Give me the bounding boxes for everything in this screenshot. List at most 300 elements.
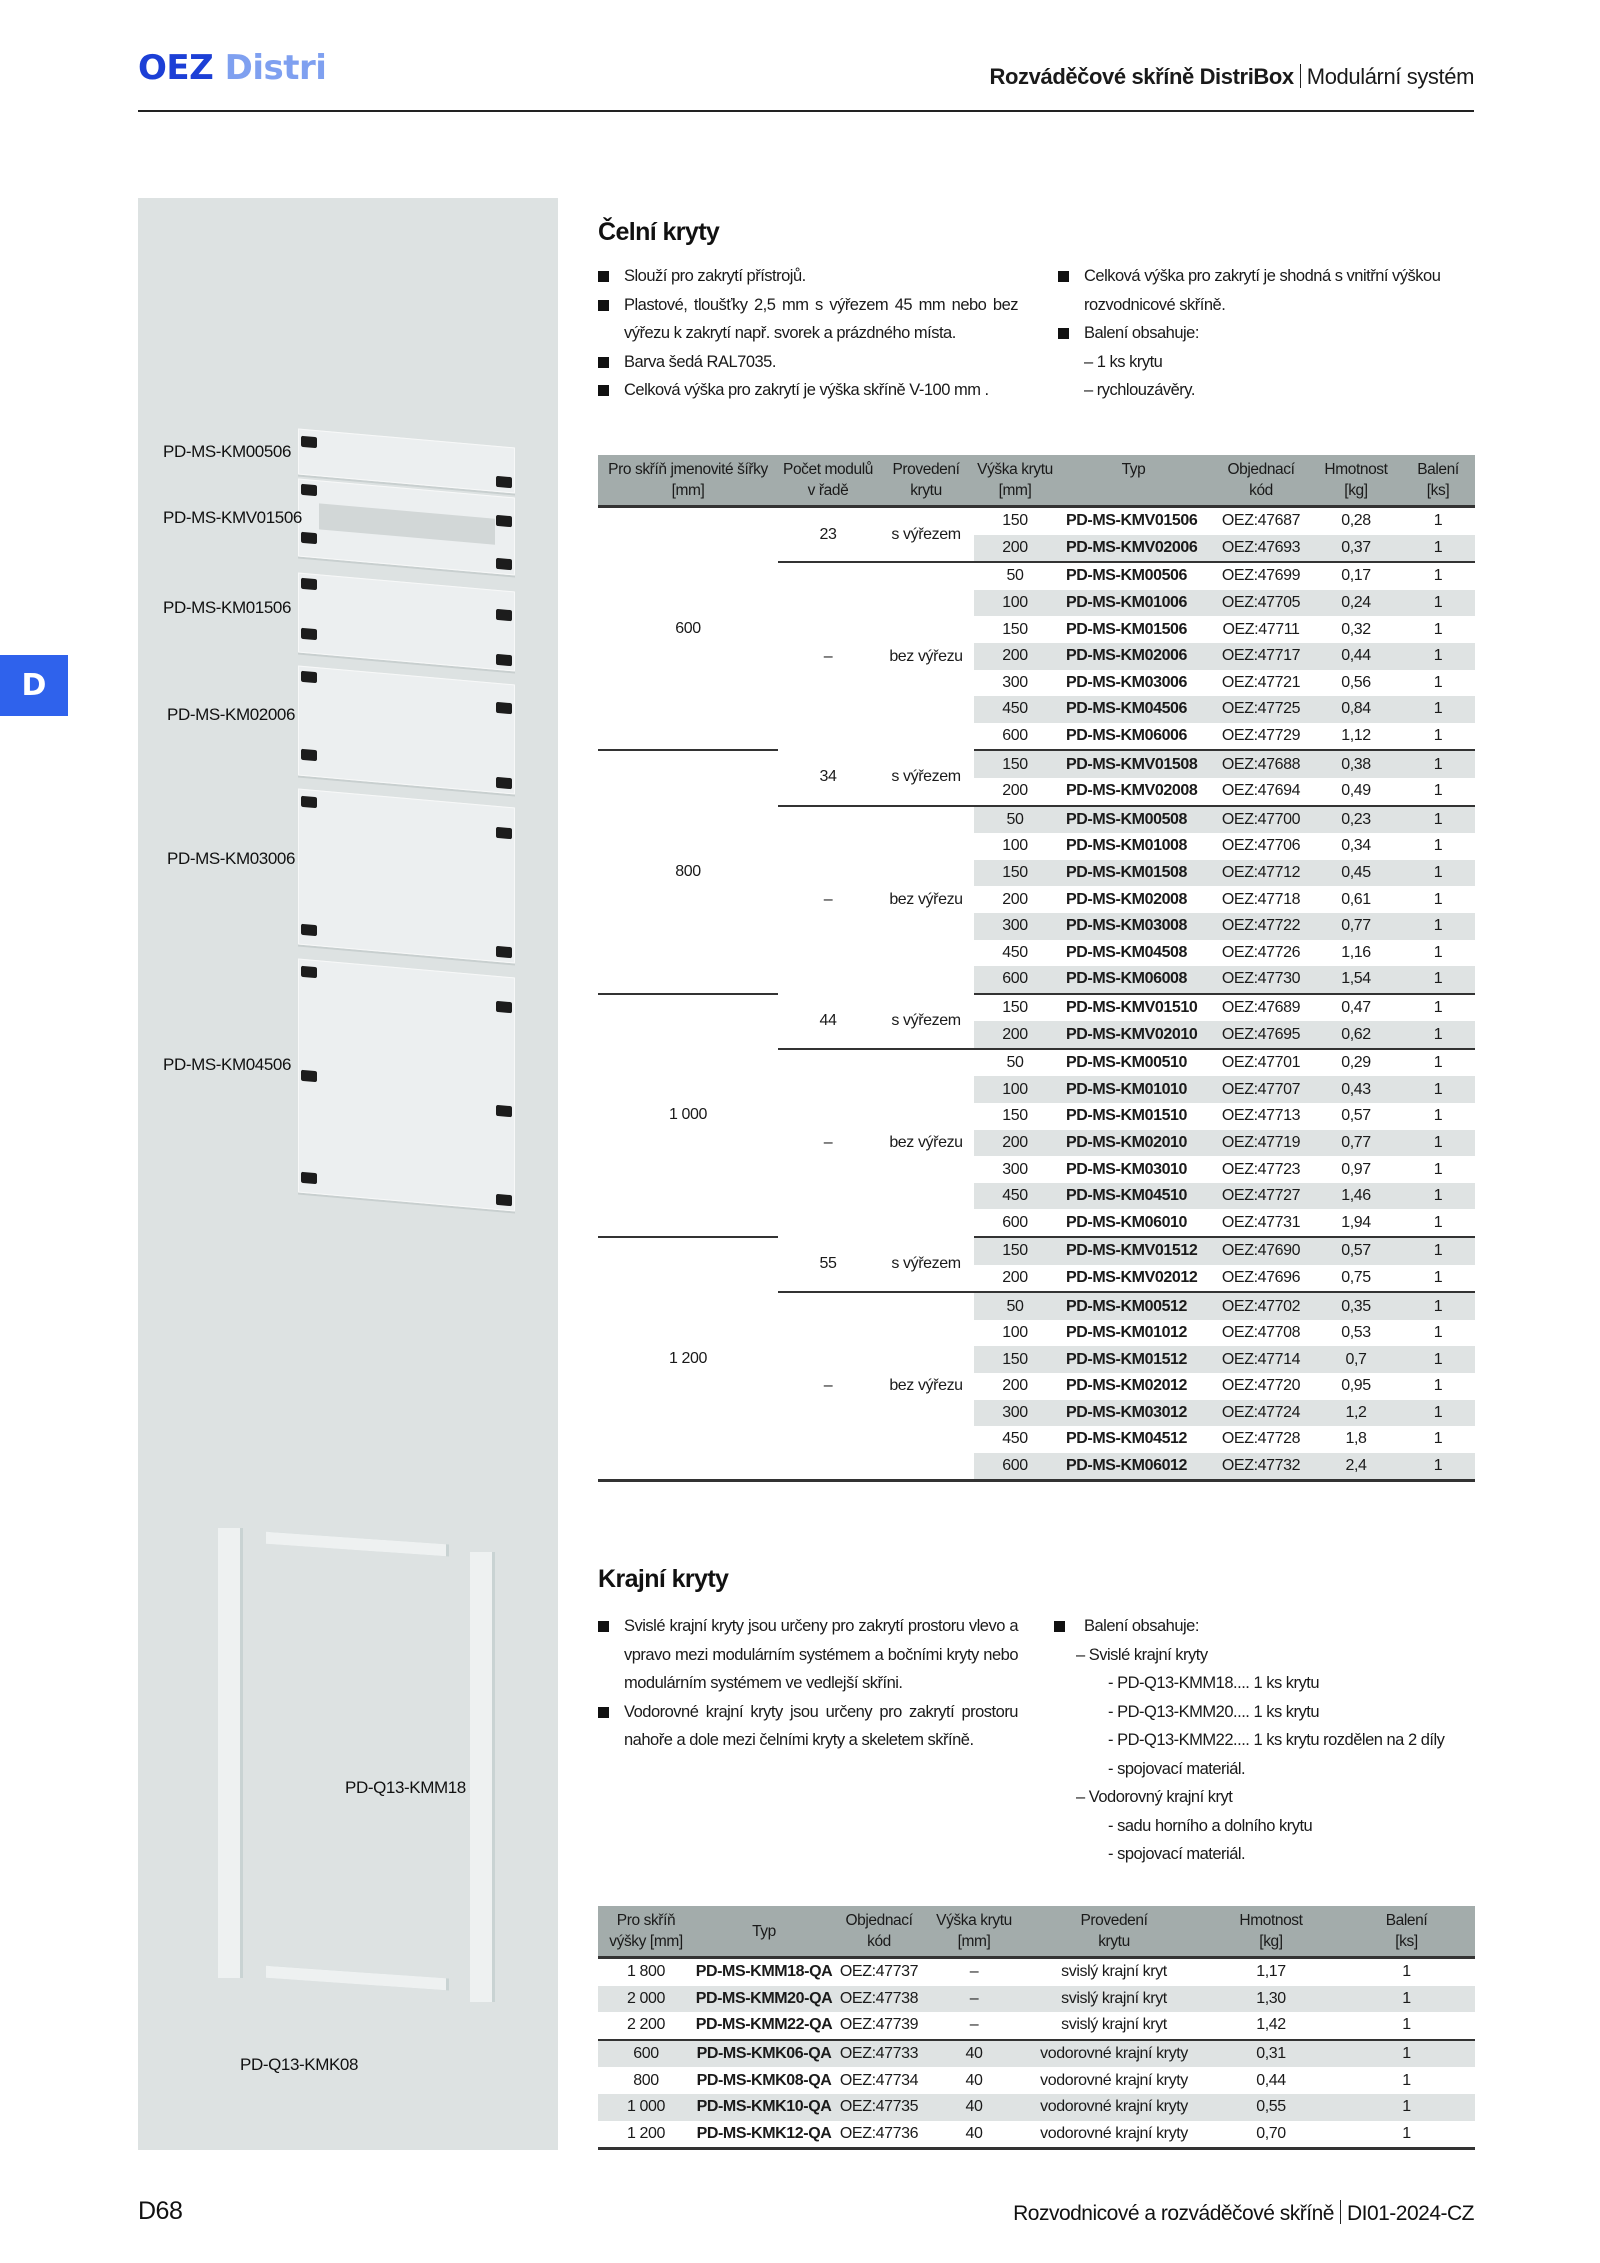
height-cell: 300: [1002, 1160, 1028, 1178]
order-code-cell: OEZ:47705: [1211, 590, 1311, 617]
order-code-cell: OEZ:47699: [1211, 562, 1311, 590]
latch-icon: [301, 671, 317, 683]
latch-icon: [301, 1070, 317, 1082]
column-header-unit: krytu: [1098, 1933, 1130, 1950]
module-count-cell: –: [778, 562, 878, 750]
height-cell: 450: [1002, 1430, 1028, 1448]
column-header-line: Provedení: [1080, 1912, 1148, 1929]
type-cell: PD-MS-KMV02010: [1056, 1021, 1211, 1049]
weight-cell: 2,4: [1311, 1453, 1401, 1481]
package-cell: 1: [1401, 860, 1475, 887]
cover-image-km01506: [298, 573, 515, 672]
weight-cell: 1,8: [1345, 1430, 1367, 1448]
type-cell: PD-MS-KM01510: [1066, 1107, 1188, 1125]
weight-cell: 0,53: [1341, 1324, 1371, 1342]
column-header-line: Hmotnost: [1239, 1912, 1303, 1929]
weight-cell: 0,61: [1341, 890, 1371, 908]
latch-icon: [301, 749, 317, 761]
type-cell: PD-MS-KM06010: [1066, 1213, 1188, 1231]
column-header-line: Provedení: [892, 461, 960, 478]
variant-cell: bez výřezu: [878, 1292, 974, 1481]
image-label: PD-MS-KM00506: [163, 442, 292, 461]
column-header: [1338, 1906, 1475, 1958]
weight-cell: 0,43: [1311, 1076, 1401, 1103]
type-cell: PD-MS-KMK12-QA: [694, 2121, 834, 2149]
footer-publication: Rozvodnicové a rozváděčové skříně: [1013, 2202, 1334, 2225]
table-row: [598, 994, 1475, 1022]
weight-cell: 0,32: [1341, 620, 1371, 638]
table-row: [598, 2094, 1475, 2121]
order-code-cell: OEZ:47689: [1211, 994, 1311, 1022]
weight-cell: 0,23: [1311, 806, 1401, 834]
table-row: [598, 2067, 1475, 2094]
height-cell: 150: [974, 994, 1056, 1022]
weight-cell: 1,2: [1311, 1400, 1401, 1427]
weight-cell: 1,46: [1311, 1183, 1401, 1210]
weight-cell: 0,38: [1311, 750, 1401, 778]
package-cell: 1: [1401, 1237, 1475, 1265]
height-cell: 600: [974, 966, 1056, 994]
header-title: [990, 64, 1474, 90]
order-code-cell: OEZ:47736: [834, 2121, 924, 2149]
header-separator: [1300, 64, 1301, 88]
horizontal-edge-cover-image: [266, 1532, 446, 1557]
cabinet-width-cell: 600: [675, 619, 701, 637]
feature-bullet: Plastové, tloušťky 2,5 mm s výřezem 45 mm nebo bez výřezu k zakrytí např. svorek a prázdného místa.: [598, 291, 1018, 348]
package-heading: Balení obsahuje:: [1054, 1612, 1484, 1641]
variant-cell: vodorovné krajní kryty: [1024, 2121, 1204, 2149]
column-header: [924, 1906, 1024, 1958]
package-line: – Vodorovný krajní kryt: [1076, 1788, 1233, 1806]
type-cell: PD-MS-KM00510: [1056, 1049, 1211, 1077]
package-cell: 1: [1433, 890, 1443, 908]
cover-image-km04506: [298, 959, 515, 1212]
type-cell: PD-MS-KM00506: [1056, 562, 1211, 590]
weight-cell: 1,12: [1341, 727, 1371, 745]
weight-cell: 0,77: [1311, 1130, 1401, 1157]
table-row: [598, 750, 1475, 778]
front-covers-table-header: [598, 455, 1475, 507]
column-header-unit: v řadě: [807, 482, 849, 499]
height-cell: 450: [974, 1183, 1056, 1210]
type-cell: PD-MS-KMK10-QA: [694, 2094, 834, 2121]
column-header-line: Balení: [1417, 461, 1459, 478]
package-cell: 1: [1433, 1160, 1443, 1178]
type-cell: PD-MS-KMV01506: [1066, 512, 1198, 530]
order-code-cell: OEZ:47687: [1221, 512, 1301, 530]
order-code-cell: OEZ:47693: [1211, 535, 1311, 563]
height-cell: 50: [974, 1292, 1056, 1320]
cover-image-km02006: [298, 666, 515, 795]
height-cell: –: [969, 2016, 979, 2034]
package-cell: 1: [1433, 1213, 1443, 1231]
module-count-cell: –: [778, 1292, 878, 1481]
package-cell: 1: [1433, 1324, 1443, 1342]
header-title-sub: Modulární systém: [1306, 64, 1474, 89]
package-cell: 1: [1338, 2121, 1475, 2149]
weight-cell: 1,16: [1341, 943, 1371, 961]
type-cell: PD-MS-KM03006: [1066, 673, 1188, 691]
package-cell: 1: [1433, 1430, 1443, 1448]
order-code-cell: OEZ:47724: [1211, 1400, 1311, 1427]
height-cell: 150: [1002, 1107, 1028, 1125]
package-cell: 1: [1433, 1377, 1443, 1395]
column-header: [694, 1906, 834, 1958]
height-cell: 450: [1002, 943, 1028, 961]
order-code-cell: OEZ:47725: [1211, 696, 1311, 723]
variant-cell: s výřezem: [891, 1255, 961, 1273]
weight-cell: 0,29: [1311, 1049, 1401, 1077]
latch-icon: [496, 946, 512, 958]
cover-image-kmv01506: [298, 479, 515, 576]
type-cell: PD-MS-KM03010: [1066, 1160, 1188, 1178]
type-cell: PD-MS-KM02006: [1056, 643, 1211, 670]
height-cell: 200: [1002, 1268, 1028, 1286]
edge-covers-table: [598, 1906, 1475, 2150]
column-header: [1056, 455, 1211, 507]
oez-distri-logo: [138, 48, 326, 88]
type-cell: PD-MS-KM02010: [1056, 1130, 1211, 1157]
latch-icon: [301, 484, 317, 496]
image-label: PD-MS-KMV01506: [163, 508, 302, 527]
package-cell: 1: [1338, 1986, 1475, 2013]
height-cell: –: [969, 1963, 979, 1981]
package-item: – rychlouzávěry.: [1084, 381, 1195, 399]
order-code-cell: OEZ:47690: [1211, 1237, 1311, 1265]
type-cell: PD-MS-KM01008: [1066, 837, 1188, 855]
feature-bullet: Barva šedá RAL7035.: [598, 348, 1018, 377]
cabinet-height-cell: 1 200: [598, 2121, 694, 2149]
type-cell: PD-MS-KM01010: [1056, 1076, 1211, 1103]
column-header-line: Balení: [1385, 1912, 1428, 1929]
module-count-cell: 55: [819, 1255, 837, 1273]
column-header-line: Objednací: [1227, 461, 1295, 478]
table-row: [598, 2121, 1475, 2149]
package-cell: 1: [1433, 1107, 1443, 1125]
weight-cell: 0,35: [1311, 1292, 1401, 1320]
column-header-line: Pro skříň jmenovité šířky: [608, 461, 768, 478]
column-header-unit: [kg]: [1344, 482, 1368, 499]
height-cell: 200: [974, 1130, 1056, 1157]
type-cell: PD-MS-KM01012: [1066, 1324, 1188, 1342]
weight-cell: 0,28: [1341, 512, 1371, 530]
package-cell: 1: [1401, 1346, 1475, 1373]
weight-cell: 0,37: [1311, 535, 1401, 563]
column-header-line: Typ: [752, 1922, 776, 1940]
table-row: [598, 2012, 1475, 2040]
package-cell: 1: [1433, 1268, 1443, 1286]
table-row: [598, 1958, 1475, 1986]
weight-cell: 1,42: [1256, 2016, 1286, 2034]
weight-cell: 0,34: [1341, 837, 1371, 855]
logo-product: Distri: [224, 48, 327, 88]
type-cell: PD-MS-KMV01512: [1056, 1237, 1211, 1265]
column-header: [878, 455, 974, 507]
package-cell: 1: [1401, 966, 1475, 994]
section-title-edge-covers: Krajní kryty: [598, 1565, 729, 1593]
package-cell: 1: [1401, 750, 1475, 778]
column-header: [1211, 455, 1311, 507]
package-line: - PD-Q13-KMM20.... 1 ks krytu: [1108, 1702, 1320, 1721]
package-line: - sadu horního a dolního krytu: [1108, 1816, 1313, 1835]
package-cell: 1: [1401, 806, 1475, 834]
weight-cell: 0,97: [1341, 1160, 1371, 1178]
height-cell: 300: [974, 913, 1056, 940]
latch-icon: [496, 827, 512, 839]
order-code-cell: OEZ:47707: [1211, 1076, 1311, 1103]
edge-covers-package: [1054, 1612, 1484, 1869]
weight-cell: 0,95: [1341, 1377, 1371, 1395]
image-label: PD-MS-KM04506: [163, 1055, 292, 1074]
latch-icon: [496, 1105, 512, 1117]
column-header-unit: [ks]: [1395, 1933, 1418, 1950]
package-cell: 1: [1433, 837, 1443, 855]
column-header-unit: [mm]: [998, 482, 1032, 499]
height-cell: 150: [974, 1237, 1056, 1265]
package-cell: 1: [1401, 1183, 1475, 1210]
cabinet-width-cell: 1 200: [598, 1237, 778, 1481]
height-cell: 150: [1002, 512, 1028, 530]
variant-cell: svislý krajní kryt: [1061, 2016, 1167, 2034]
weight-cell: 0,70: [1204, 2121, 1338, 2149]
height-cell: 40: [965, 2071, 983, 2089]
footer-text: [1013, 2200, 1474, 2226]
horizontal-edge-cover-image: [266, 1966, 446, 1991]
order-code-cell: OEZ:47708: [1221, 1324, 1301, 1342]
cabinet-height-cell: 2 000: [598, 1986, 694, 2013]
weight-cell: 1,17: [1256, 1963, 1286, 1981]
type-cell: PD-MS-KM02012: [1066, 1377, 1188, 1395]
weight-cell: 1,94: [1341, 1213, 1371, 1231]
order-code-cell: OEZ:47729: [1221, 727, 1301, 745]
package-cell: 1: [1433, 620, 1443, 638]
module-count-cell: 34: [819, 768, 837, 786]
package-line: - PD-Q13-KMM22.... 1 ks krytu rozdělen na 2 díly: [1108, 1731, 1445, 1749]
column-header: [834, 1906, 924, 1958]
variant-cell: bez výřezu: [878, 1049, 974, 1237]
feature-bullet: Balení obsahuje:: [1058, 319, 1476, 348]
weight-cell: 0,31: [1204, 2040, 1338, 2068]
variant-cell: s výřezem: [891, 525, 961, 543]
feature-bullet: Svislé krajní kryty jsou určeny pro zakrytí prostoru vlevo a vpravo mezi modulárním systémem a bočními kryty nebo modulárním systémem ve vedlejší skříni.: [598, 1612, 1018, 1698]
column-header: [1204, 1906, 1338, 1958]
edge-covers-features: [598, 1612, 1018, 1755]
package-cell: 1: [1401, 535, 1475, 563]
cabinet-width-cell: 1 000: [598, 994, 778, 1237]
latch-icon: [496, 609, 512, 621]
module-count-cell: 23: [819, 525, 837, 543]
type-cell: PD-MS-KM04508: [1066, 943, 1188, 961]
height-cell: 40: [924, 2040, 1024, 2068]
cabinet-height-cell: 600: [598, 2040, 694, 2068]
latch-icon: [496, 515, 512, 527]
order-code-cell: OEZ:47712: [1211, 860, 1311, 887]
variant-cell: vodorovné krajní kryty: [1040, 2071, 1188, 2089]
package-cell: 1: [1401, 1076, 1475, 1103]
package-cell: 1: [1402, 1963, 1411, 1981]
type-cell: PD-MS-KMV02012: [1066, 1268, 1198, 1286]
package-cell: 1: [1433, 943, 1443, 961]
weight-cell: 0,57: [1341, 1107, 1371, 1125]
type-cell: PD-MS-KMV01508: [1056, 750, 1211, 778]
type-cell: PD-MS-KM04506: [1056, 696, 1211, 723]
order-code-cell: OEZ:47713: [1221, 1107, 1301, 1125]
table-row: [598, 2040, 1475, 2068]
height-cell: 600: [1002, 1213, 1028, 1231]
latch-icon: [301, 1172, 317, 1184]
order-code-cell: OEZ:47702: [1211, 1292, 1311, 1320]
order-code-cell: OEZ:47719: [1211, 1130, 1311, 1157]
weight-cell: 0,47: [1311, 994, 1401, 1022]
table-row: [598, 1986, 1475, 2013]
weight-cell: 0,44: [1256, 2071, 1286, 2089]
package-cell: 1: [1433, 727, 1443, 745]
order-code-cell: OEZ:47695: [1211, 1021, 1311, 1049]
logo-brand: OEZ: [138, 48, 214, 88]
package-cell: 1: [1401, 590, 1475, 617]
column-header-unit: kód: [1249, 482, 1273, 499]
latch-icon: [301, 436, 317, 448]
height-cell: 300: [974, 1400, 1056, 1427]
column-header-line: Typ: [1121, 461, 1146, 478]
order-code-cell: OEZ:47737: [839, 1963, 919, 1981]
column-header-line: Objednací: [845, 1912, 913, 1929]
weight-cell: 1,30: [1204, 1986, 1338, 2013]
weight-cell: 0,62: [1311, 1021, 1401, 1049]
vertical-edge-cover-image: [470, 1552, 492, 2002]
weight-cell: 1,54: [1311, 966, 1401, 994]
height-cell: 450: [974, 696, 1056, 723]
height-cell: 200: [974, 643, 1056, 670]
type-cell: PD-MS-KMV02008: [1066, 782, 1198, 800]
package-cell: 1: [1402, 2071, 1411, 2089]
header-title-main: Rozváděčové skříně DistriBox: [989, 64, 1294, 89]
order-code-cell: OEZ:47721: [1221, 673, 1301, 691]
latch-icon: [301, 532, 317, 544]
package-line: - spojovací materiál.: [1108, 1759, 1246, 1778]
package-cell: 1: [1401, 696, 1475, 723]
column-header-line: Hmotnost: [1324, 461, 1388, 478]
order-code-cell: OEZ:47731: [1221, 1213, 1301, 1231]
type-cell: PD-MS-KM00508: [1056, 806, 1211, 834]
footer-catalog-code: DI01-2024-CZ: [1346, 2202, 1474, 2225]
type-cell: PD-MS-KM01506: [1066, 620, 1188, 638]
module-cutout: [319, 503, 495, 544]
image-label: PD-MS-KM02006: [167, 705, 296, 724]
height-cell: 100: [974, 1076, 1056, 1103]
height-cell: 200: [1002, 782, 1028, 800]
latch-icon: [496, 476, 512, 488]
cabinet-height-cell: 1 800: [626, 1963, 666, 1981]
order-code-cell: OEZ:47723: [1221, 1160, 1301, 1178]
variant-cell: s výřezem: [891, 768, 961, 786]
cabinet-width-cell: 800: [598, 750, 778, 993]
footer-separator: [1340, 2200, 1341, 2224]
weight-cell: 0,49: [1341, 782, 1371, 800]
image-label: PD-MS-KM03006: [167, 849, 296, 868]
variant-cell: vodorovné krajní kryty: [1024, 2040, 1204, 2068]
order-code-cell: OEZ:47735: [834, 2094, 924, 2121]
weight-cell: 0,75: [1341, 1268, 1371, 1286]
package-cell: 1: [1401, 1021, 1475, 1049]
height-cell: 600: [974, 1453, 1056, 1481]
type-cell: PD-MS-KMM20-QA: [694, 1986, 834, 2013]
front-covers-features-right: [1058, 262, 1476, 405]
type-cell: PD-MS-KM00512: [1056, 1292, 1211, 1320]
package-cell: 1: [1401, 1130, 1475, 1157]
package-cell: 1: [1401, 994, 1475, 1022]
package-cell: 1: [1433, 512, 1443, 530]
table-row: [598, 1237, 1475, 1265]
height-cell: 300: [1002, 673, 1028, 691]
module-count-cell: –: [778, 1049, 878, 1237]
column-header: [1311, 455, 1401, 507]
order-code-cell: OEZ:47728: [1221, 1430, 1301, 1448]
front-covers-table: [598, 455, 1475, 1482]
section-title-front-covers: Čelní kryty: [598, 218, 720, 246]
page-number: D68: [138, 2197, 183, 2225]
module-count-cell: 44: [819, 1011, 837, 1029]
order-code-cell: OEZ:47696: [1221, 1268, 1301, 1286]
column-header-unit: krytu: [910, 482, 942, 499]
type-cell: PD-MS-KMV02006: [1056, 535, 1211, 563]
cabinet-height-cell: 800: [633, 2071, 659, 2089]
feature-bullet: Celková výška pro zakrytí je shodná s vnitřní výškou rozvodnicové skříně.: [1058, 262, 1476, 319]
height-cell: 40: [924, 2094, 1024, 2121]
weight-cell: 0,7: [1311, 1346, 1401, 1373]
height-cell: 150: [1002, 620, 1028, 638]
package-line: - PD-Q13-KMM18.... 1 ks krytu: [1108, 1674, 1320, 1692]
height-cell: 100: [1002, 1324, 1028, 1342]
order-code-cell: OEZ:47720: [1221, 1377, 1301, 1395]
column-header: [598, 455, 778, 507]
height-cell: –: [924, 1986, 1024, 2013]
front-covers-features-left: [598, 262, 1018, 405]
height-cell: 200: [1002, 1377, 1028, 1395]
order-code-cell: OEZ:47688: [1211, 750, 1311, 778]
column-header-unit: [mm]: [957, 1933, 991, 1950]
order-code-cell: OEZ:47733: [834, 2040, 924, 2068]
table-row: [598, 507, 1475, 535]
chapter-tab: D: [0, 655, 68, 716]
order-code-cell: OEZ:47722: [1211, 913, 1311, 940]
latch-icon: [301, 578, 317, 590]
module-count-cell: –: [778, 806, 878, 994]
type-cell: PD-MS-KM02008: [1066, 890, 1188, 908]
weight-cell: 0,84: [1311, 696, 1401, 723]
package-line: - spojovací materiál.: [1108, 1845, 1246, 1863]
latch-icon: [496, 777, 512, 789]
feature-bullet: Slouží pro zakrytí přístrojů.: [598, 262, 1018, 291]
latch-icon: [301, 628, 317, 640]
column-header: [778, 455, 878, 507]
height-cell: 200: [974, 535, 1056, 563]
latch-icon: [301, 796, 317, 808]
height-cell: 100: [974, 590, 1056, 617]
weight-cell: 0,57: [1311, 1237, 1401, 1265]
vertical-edge-cover-image: [218, 1528, 240, 1978]
package-cell: 1: [1433, 673, 1443, 691]
weight-cell: 0,17: [1311, 562, 1401, 590]
package-line: – Svislé krajní kryty: [1076, 1645, 1208, 1664]
type-cell: PD-MS-KM03012: [1056, 1400, 1211, 1427]
order-code-cell: OEZ:47739: [839, 2016, 919, 2034]
height-cell: 150: [974, 860, 1056, 887]
order-code-cell: OEZ:47714: [1211, 1346, 1311, 1373]
order-code-cell: OEZ:47694: [1221, 782, 1301, 800]
type-cell: PD-MS-KM01006: [1056, 590, 1211, 617]
weight-cell: 0,56: [1341, 673, 1371, 691]
